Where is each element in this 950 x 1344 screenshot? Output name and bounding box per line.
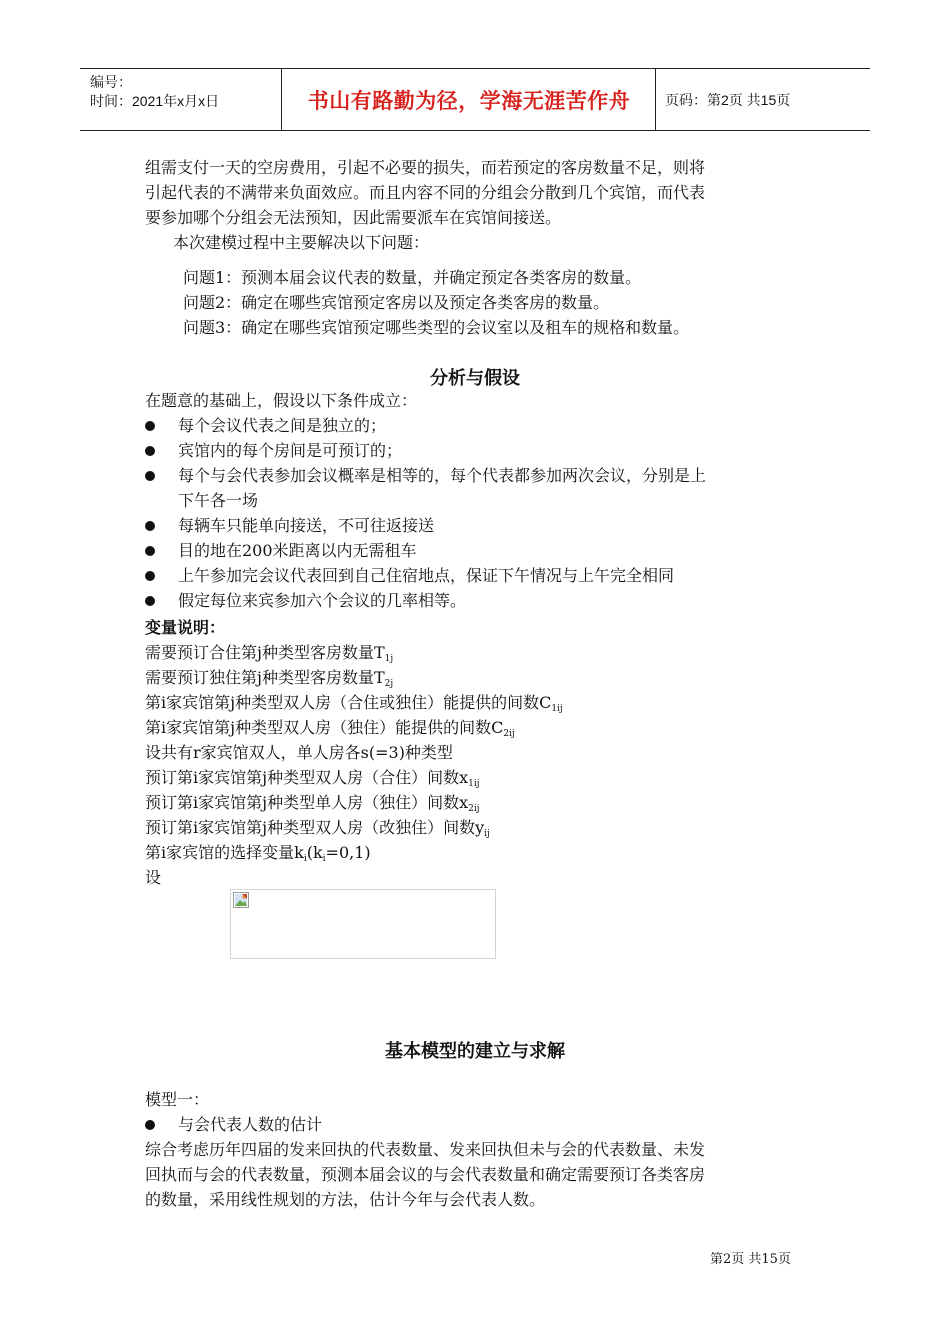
variable-line: 第i家宾馆第j种类型双人房（独住）能提供的间数$C_{2ij}$	[145, 718, 515, 739]
header-motto: 书山有路勤为径，学海无涯苦作舟	[307, 88, 631, 113]
bullet-icon	[145, 446, 155, 456]
variable-line: 第i家宾馆的选择变量$k_i(k_i=0,1)$	[145, 843, 371, 864]
variables-title: 变量说明：	[145, 618, 226, 637]
let-label: 设	[145, 868, 162, 887]
section-lead: 在题意的基础上，假设以下条件成立：	[145, 391, 418, 410]
header-time: 时间：2021年x月x日	[90, 93, 220, 109]
broken-image-icon	[233, 892, 249, 908]
body-line: 综合考虑历年四届的发来回执的代表数量、发来回执但未与会的代表数量、未发	[145, 1140, 706, 1159]
list-item-continuation: 下午各一场	[178, 491, 259, 510]
question-item: 问题2：确定在哪些宾馆预定客房以及预定各类客房的数量。	[183, 293, 610, 312]
section-title: 分析与假设	[430, 368, 520, 389]
bullet-icon	[145, 471, 155, 481]
variable-line: 设共有r家宾馆双人，单人房各s(=3)种类型	[145, 743, 453, 762]
bullet-icon	[145, 546, 155, 556]
bullet-icon	[145, 571, 155, 581]
intro-line: 本次建模过程中主要解决以下问题：	[173, 233, 430, 252]
bullet-icon	[145, 596, 155, 606]
variable-line: 预订第i家宾馆第j种类型双人房（改独住）间数$y_{ij}$	[145, 818, 490, 839]
intro-line: 组需支付一天的空房费用，引起不必要的损失，而若预定的客房数量不足，则将	[145, 158, 706, 177]
header-meta	[90, 73, 219, 111]
body-line: 回执而与会的代表数量，预测本届会议的与会代表数量和确定需要预订各类客房	[145, 1165, 706, 1184]
variable-line: 预订第i家宾馆第j种类型单人房（独住）间数$x_{2ij}$	[145, 793, 480, 814]
intro-line: 引起代表的不满带来负面效应。而且内容不同的分组会分散到几个宾馆，而代表	[145, 183, 706, 202]
variable-line: 需要预订独住第j种类型客房数量$T_{2j}$	[145, 668, 394, 689]
header-number: 编号：	[90, 74, 132, 90]
bullet-icon	[145, 1120, 155, 1130]
question-item: 问题3：确定在哪些宾馆预定哪些类型的会议室以及租车的规格和数量。	[183, 318, 690, 337]
image-placeholder	[230, 889, 496, 959]
question-item: 问题1：预测本届会议代表的数量，并确定预定各类客房的数量。	[183, 268, 642, 287]
model-label: 模型一：	[145, 1090, 210, 1109]
variable-line: 第i家宾馆第j种类型双人房（合住或独住）能提供的间数$C_{1ij}$	[145, 693, 563, 714]
section-title: 基本模型的建立与求解	[385, 1041, 565, 1062]
body-line: 的数量，采用线性规划的方法，估计今年与会代表人数。	[145, 1190, 546, 1209]
variable-line: 需要预订合住第j种类型客房数量$T_{1j}$	[145, 643, 394, 664]
header-page: 页码：第2页 共15页	[665, 91, 791, 108]
bullet-icon	[145, 421, 155, 431]
intro-line: 要参加哪个分组会无法预知，因此需要派车在宾馆间接送。	[145, 208, 562, 227]
page-footer: 第2页 共15页	[710, 1252, 791, 1267]
bullet-icon	[145, 521, 155, 531]
variable-line: 预订第i家宾馆第j种类型双人房（合住）间数$x_{1ij}$	[145, 768, 480, 789]
page-header	[80, 68, 870, 131]
